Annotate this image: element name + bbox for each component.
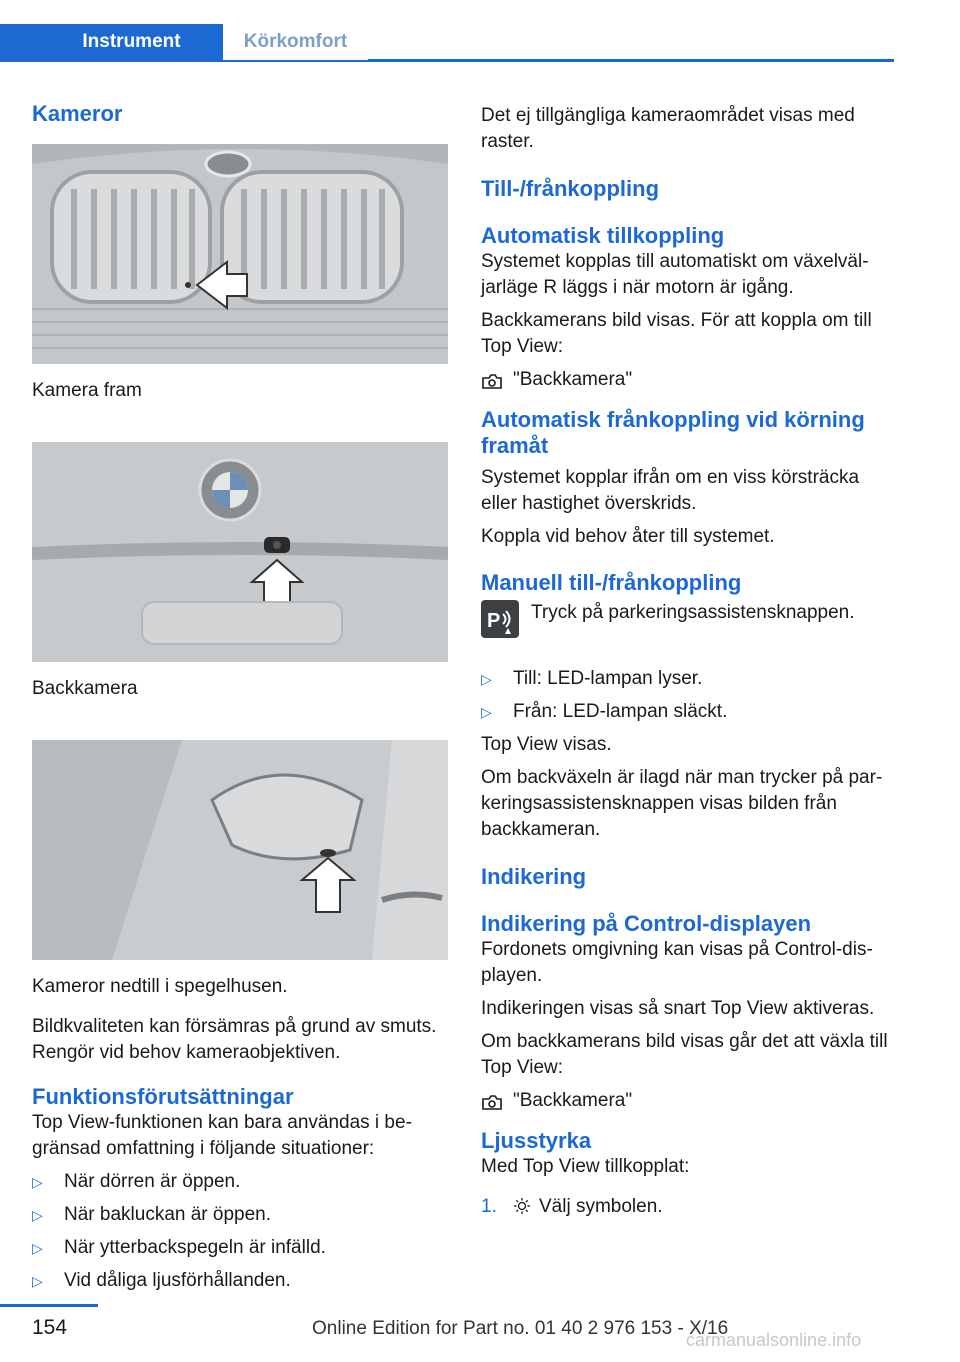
caption-mirror-camera: Kameror nedtill i spegelhusen. xyxy=(32,976,288,997)
paragraph-rear-image: Backkamerans bild visas. För att koppla om till Top View: xyxy=(481,310,872,357)
tab-bar xyxy=(0,24,894,62)
menu-item-backkamera-2: "Backkamera" xyxy=(481,1088,896,1114)
figure-rear-camera xyxy=(32,442,448,662)
list-item: ▷ När ytterbackspegeln är infälld. xyxy=(32,1235,448,1261)
footer-accent-bar xyxy=(0,1304,98,1307)
triangle-bullet-icon: ▷ xyxy=(32,1207,43,1223)
paragraph-top-view-shown: Top View visas. xyxy=(481,734,612,755)
figure-mirror-camera xyxy=(32,740,448,960)
paragraph-raster: Det ej tillgängliga kameraområdet visas med raster. xyxy=(481,105,855,152)
watermark: carmanualsonline.info xyxy=(686,1330,862,1350)
subheading-automatisk-tillkoppling: Automatisk tillkoppling xyxy=(481,223,725,248)
paragraph-indication: Indikeringen visas så snart Top View aktiveras. xyxy=(481,998,875,1019)
triangle-bullet-icon: ▷ xyxy=(481,704,492,720)
paragraph-image-quality: Bildkvaliteten kan försämras på grund av smuts. Rengör vid behov kameraobjektiven. xyxy=(32,1016,437,1063)
mirror-camera-illustration xyxy=(32,740,448,960)
limitations-list xyxy=(32,1169,448,1294)
brightness-icon xyxy=(513,1197,531,1215)
svg-text:P: P xyxy=(487,610,501,632)
caption-rear-camera: Backkamera xyxy=(32,678,138,699)
brightness-steps xyxy=(481,1194,896,1220)
list-item: ▷ När dörren är öppen. xyxy=(32,1169,448,1195)
list-item: ▷ När bakluckan är öppen. xyxy=(32,1202,448,1228)
paragraph-brightness: Med Top View tillkopplat: xyxy=(481,1156,690,1177)
subheading-ljusstyrka: Ljusstyrka xyxy=(481,1128,592,1153)
subheading-control-display: Indikering på Control-displayen xyxy=(481,911,812,936)
camera-menu-icon xyxy=(481,372,503,390)
front-grille-illustration xyxy=(32,144,448,364)
led-list xyxy=(481,666,896,725)
left-column xyxy=(32,100,448,1301)
subheading-manuell: Manuell till-/frånkoppling xyxy=(481,570,742,595)
paragraph-switch-top-view: Om backkamerans bild visas går det att växla till Top View: xyxy=(481,1031,888,1078)
heading-till-frankoppling: Till-/frånkoppling xyxy=(481,176,660,201)
list-item: ▷ Till: LED-lampan lyser. xyxy=(481,666,896,692)
list-item: 1. Välj symbolen. xyxy=(481,1196,663,1217)
tab-instrument[interactable]: Instrument xyxy=(0,24,223,60)
paragraph-limitations: Top View-funktionen kan bara användas i begränsad omfattning i följande situationer: xyxy=(32,1112,412,1159)
figure-front-camera xyxy=(32,144,448,364)
triangle-bullet-icon: ▷ xyxy=(32,1273,43,1289)
parking-assist-button-icon xyxy=(481,600,519,638)
list-item: ▷ Från: LED-lampan släckt. xyxy=(481,699,896,725)
caption-front-camera: Kamera fram xyxy=(32,380,142,401)
menu-item-backkamera: "Backkamera" xyxy=(481,367,896,393)
page-number: 154 xyxy=(32,1316,68,1339)
camera-menu-icon xyxy=(481,1093,503,1111)
triangle-bullet-icon: ▷ xyxy=(32,1174,43,1190)
list-item: ▷ Vid dåliga ljusförhållanden. xyxy=(32,1268,448,1294)
paragraph-auto-on: Systemet kopplas till automatiskt om växelväljarläge R läggs i när motorn är igång. xyxy=(481,251,869,298)
paragraph-reverse-gear: Om backväxeln är ilagd när man trycker på parkeringsassistensknappen visas bilden från backkameran. xyxy=(481,767,883,840)
footer-edition: Online Edition for Part no. 01 40 2 976 153 - X/16 xyxy=(312,1318,729,1339)
parking-button-instruction: P Tryck på parkeringsassistensknappen. xyxy=(481,600,896,644)
subheading-automatisk-frankoppling: Automatisk frånkoppling vid körning framåt xyxy=(481,407,865,458)
paragraph-reconnect: Koppla vid behov åter till systemet. xyxy=(481,526,775,547)
paragraph-surroundings: Fordonets omgivning kan visas på Control-displayen. xyxy=(481,939,873,986)
heading-funktionsforutsattningar: Funktionsförutsättningar xyxy=(32,1084,294,1109)
rear-camera-illustration xyxy=(32,442,448,662)
paragraph-auto-off: Systemet kopplar ifrån om en viss körsträcka eller hastighet överskrids. xyxy=(481,467,860,514)
triangle-bullet-icon: ▷ xyxy=(32,1240,43,1256)
heading-kameror: Kameror xyxy=(32,101,123,126)
right-column xyxy=(481,103,896,1220)
heading-indikering: Indikering xyxy=(481,864,587,889)
triangle-bullet-icon: ▷ xyxy=(481,671,492,687)
tab-korkomfort[interactable]: Körkomfort xyxy=(223,24,368,60)
